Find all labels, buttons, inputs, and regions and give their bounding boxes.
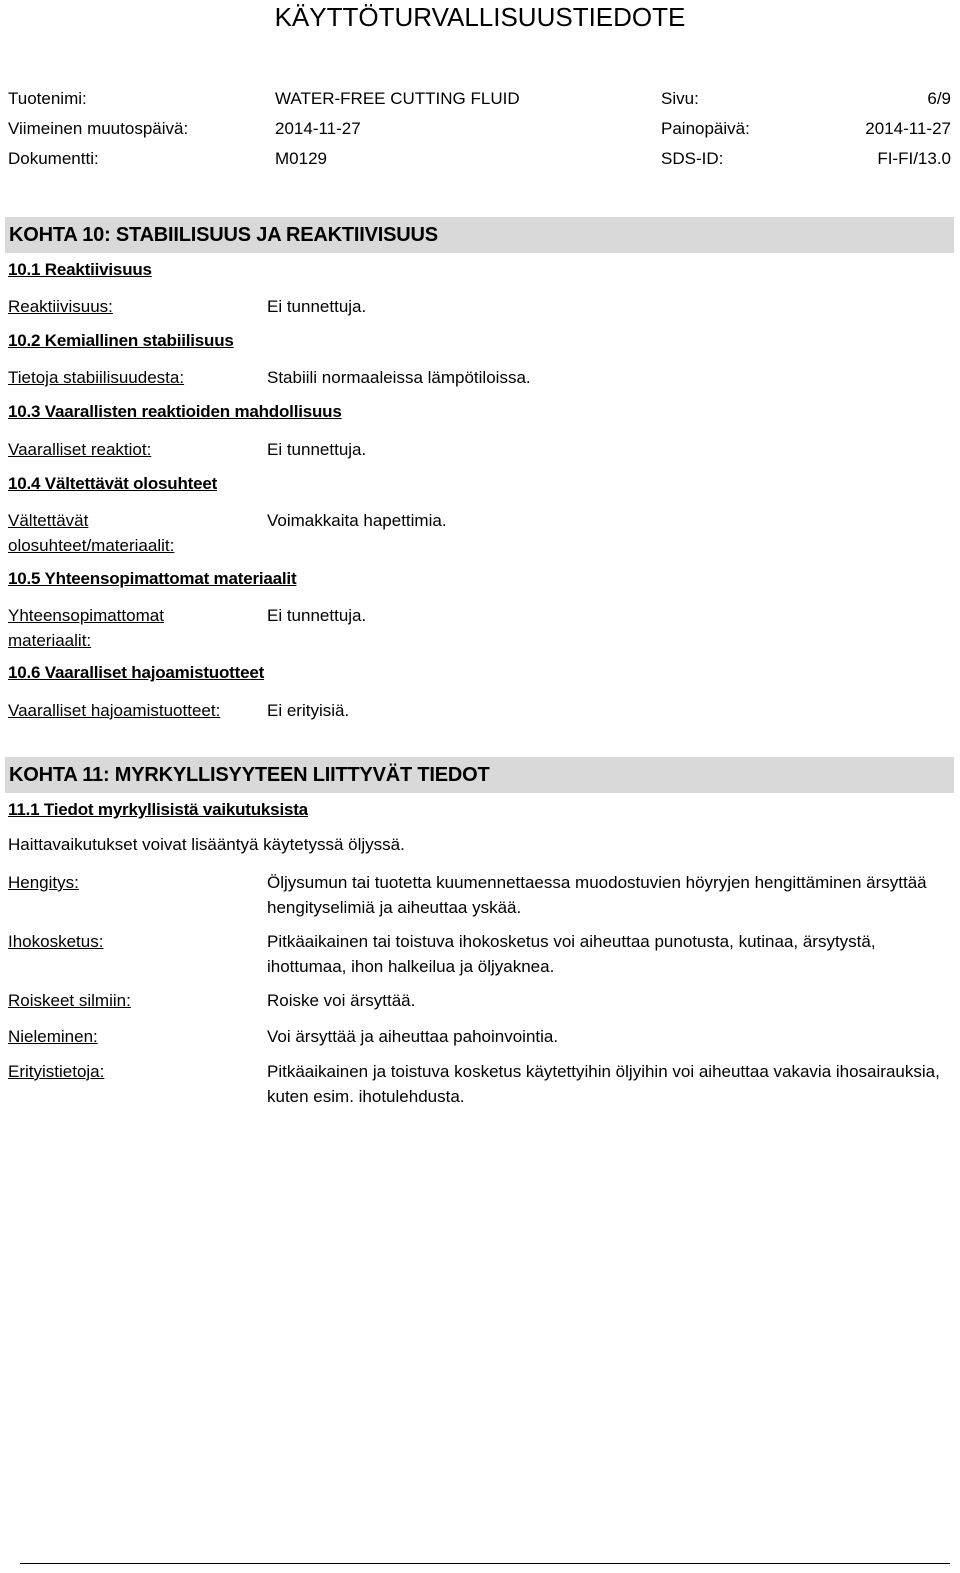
subsection-10-4-heading: 10.4 Vältettävät olosuhteet [8,474,218,493]
document-id-value: M0129 [275,149,327,168]
page-number-value: 6/9 [927,89,951,108]
product-name-label: Tuotenimi: [8,89,87,108]
reactivity-label: Reaktiivisuus: [8,297,113,316]
inhalation-value: Öljysumun tai tuotetta kuumennettaessa muodostuvien höyryjen hengittäminen ärsyttää hengityselimiä ja aiheuttaa yskää. [267,873,927,917]
footer-divider [20,1563,950,1564]
revision-date-value: 2014-11-27 [275,119,361,138]
sds-id-value: FI-FI/13.0 [877,149,951,168]
eye-contact-value: Roiske voi ärsyttää. [267,991,416,1010]
section-11-heading: KOHTA 11: MYRKYLLISYYTEEN LIITTYVÄT TIEDOT [5,757,954,793]
page-label: Sivu: [661,89,699,108]
sds-id-label: SDS-ID: [661,149,724,168]
conditions-to-avoid-label: Vältettävät olosuhteet/materiaalit: [8,511,175,555]
decomposition-products-label: Vaaralliset hajoamistuotteet: [8,701,221,720]
subsection-10-1-heading: 10.1 Reaktiivisuus [8,260,152,279]
meta-row-dates [0,116,960,146]
skin-contact-label: Ihokosketus: [8,932,104,951]
ingestion-value: Voi ärsyttää ja aiheuttaa pahoinvointia. [267,1027,559,1046]
subsection-10-5-heading: 10.5 Yhteensopimattomat materiaalit [8,569,297,588]
subsection-10-6-heading: 10.6 Vaaralliset hajoamistuotteet [8,663,265,682]
product-name-value: WATER-FREE CUTTING FLUID [275,89,520,108]
stability-value: Stabiili normaaleissa lämpötiloissa. [267,368,531,387]
meta-row-product [0,86,960,116]
inhalation-label: Hengitys: [8,873,79,892]
skin-contact-value: Pitkäaikainen tai toistuva ihokosketus voi aiheuttaa punotusta, kutinaa, ärsytystä, ihottumaa, ihon halkeilua ja öljyaknea. [267,932,876,976]
print-date-label: Painopäivä: [661,119,750,138]
print-date-value: 2014-11-27 [865,119,951,138]
subsection-10-3-heading: 10.3 Vaarallisten reaktioiden mahdollisuus [8,402,342,421]
special-info-label: Erityistietoja: [8,1062,105,1081]
subsection-10-2-heading: 10.2 Kemiallinen stabiilisuus [8,331,234,350]
incompatible-materials-value: Ei tunnettuja. [267,606,367,625]
hazardous-reactions-label: Vaaralliset reaktiot: [8,440,152,459]
eye-contact-label: Roiskeet silmiin: [8,991,131,1010]
document-header-meta [0,86,960,176]
conditions-to-avoid-value: Voimakkaita hapettimia. [267,511,447,530]
document-title: KÄYTTÖTURVALLISUUSTIEDOTE [274,2,686,32]
reactivity-value: Ei tunnettuja. [267,297,367,316]
decomposition-products-value: Ei erityisiä. [267,701,350,720]
incompatible-materials-label: Yhteensopimattomat materiaalit: [8,606,164,650]
section-10-heading: KOHTA 10: STABIILISUUS JA REAKTIIVISUUS [5,217,954,253]
special-info-value: Pitkäaikainen ja toistuva kosketus käytettyihin öljyihin voi aiheuttaa vakavia ihosairauksia, kuten esim. ihotulehdusta. [267,1062,940,1106]
ingestion-label: Nieleminen: [8,1027,98,1046]
revision-date-label: Viimeinen muutospäivä: [8,119,189,138]
meta-row-document [0,146,960,176]
stability-label: Tietoja stabiilisuudesta: [8,368,185,387]
document-id-label: Dokumentti: [8,149,99,168]
hazardous-reactions-value: Ei tunnettuja. [267,440,367,459]
toxicology-intro: Haittavaikutukset voivat lisääntyä käytetyssä öljyssä. [8,835,405,854]
subsection-11-1-heading: 11.1 Tiedot myrkyllisistä vaikutuksista [8,800,308,819]
